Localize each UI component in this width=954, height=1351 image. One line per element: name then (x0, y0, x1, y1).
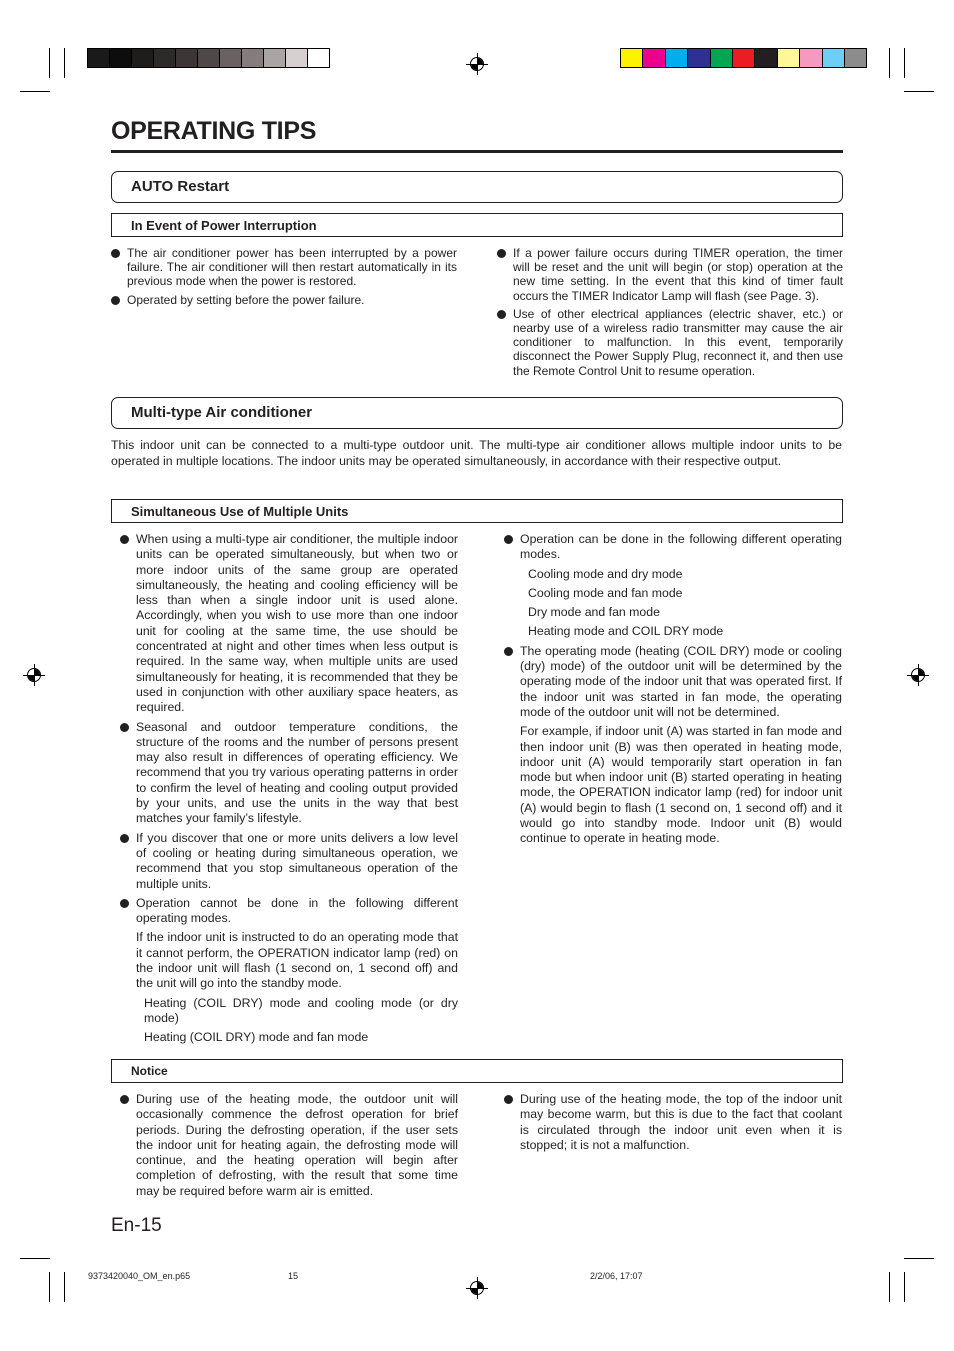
bullet-icon (497, 249, 506, 258)
section-heading-auto-restart: AUTO Restart (111, 171, 843, 203)
title-rule (111, 150, 843, 153)
list-item: The operating mode (heating (COIL DRY) mode or cooling (dry) mode) of the outdoor unit will be determined by the operating mode of the indoor unit that was operated first. If the indoor unit was started in fan mode, the operating mode of the outdoor unit will not be determined. (504, 644, 842, 720)
color-swatch (710, 48, 733, 68)
page-number: En-15 (111, 1215, 162, 1236)
color-swatch (241, 48, 264, 68)
color-swatch (197, 48, 220, 68)
color-swatch (844, 48, 867, 68)
list-item-paragraph: If the indoor unit is instructed to do an operating mode that it cannot perform, the OPERATION indicator lamp (red) on the indoor unit will flash (1 second on, 1 second off) and the unit will go into the standby mode. (136, 930, 458, 991)
bullet-icon (120, 1095, 129, 1104)
color-swatch (109, 48, 132, 68)
auto-restart-right-column (497, 246, 843, 382)
registration-mark-icon (907, 664, 929, 686)
color-swatch (87, 48, 110, 68)
list-item: Use of other electrical appliances (electric shaver, etc.) or nearby use of a wireless radio transmitter may cause the air conditioner to malfunction. In this event, temporarily disconnect the Power Supply Plug, reconnect it, and then use the Remote Control Unit to resume operation. (497, 307, 843, 378)
color-swatch (219, 48, 242, 68)
bullet-icon (497, 310, 506, 319)
crop-mark (64, 1272, 65, 1302)
list-item: Operation cannot be done in the following different operating modes. (120, 896, 458, 927)
crop-mark (889, 1272, 890, 1302)
color-swatch (131, 48, 154, 68)
color-swatch (777, 48, 800, 68)
crop-mark (49, 48, 50, 78)
mode-item: Heating (COIL DRY) mode and fan mode (144, 1030, 369, 1045)
color-swatch (754, 48, 777, 68)
bullet-icon (111, 296, 120, 305)
notice-right-column (504, 1092, 842, 1157)
mode-item: Heating (COIL DRY) mode and cooling mode (or dry mode) (144, 995, 458, 1025)
footer-page: 15 (288, 1271, 299, 1281)
list-item: During use of the heating mode, the outdoor unit will occasionally commence the defrost operation for brief periods. During the defrosting operation, if the user sets the indoor unit for heating again, the defrosting mode will continue, and the heating operation will begin after completion of defrosting, with the result that some time may be required before warm air is emitted. (120, 1092, 458, 1199)
crop-mark (20, 91, 50, 92)
section-heading-multi-type: Multi-type Air conditioner (111, 397, 843, 429)
auto-restart-left-column (111, 246, 457, 311)
color-swatch (263, 48, 286, 68)
bullet-icon (504, 647, 513, 656)
list-item: If a power failure occurs during TIMER operation, the timer will be reset and the unit will begin (or stop) operation at the new time setting. In the event that this kind of timer fault occurs the TIMER Indicator Lamp will flash (see Page. 3). (497, 246, 843, 303)
mode-item: Heating mode and COIL DRY mode (528, 624, 724, 639)
list-item: Seasonal and outdoor temperature conditions, the structure of the rooms and the number of persons present may also result in differences of operating efficiency. We recommend that you try various operating patterns in order to confirm the level of heating and cooling output provided by your units, and use the units in the way that best matches your family’s lifestyle. (120, 720, 458, 827)
list-item: The air conditioner power has been interrupted by a power failure. The air conditioner will then restart automatically in its previous mode when the power is restored. (111, 246, 457, 289)
color-swatch (642, 48, 665, 68)
notice-left-column (120, 1092, 458, 1203)
list-item: When using a multi-type air conditioner, the multiple indoor units can be operated simultaneously, but when two or more indoor units of the same group are operated simultaneously, the heating and cooling efficiency will be less than when a single indoor unit is used alone. Accordingly, when you wish to use more than one indoor unit for cooling at the same time, the use should be concentrated at night and other times when less output is required. In the same way, when multiple units are used simultaneously for heating, it is recommended that they be used in conjunction with other auxiliary space heaters, as required. (120, 532, 458, 716)
crop-mark (49, 1272, 50, 1302)
list-item: During use of the heating mode, the top of the indoor unit may become warm, but this is due to the fact that coolant is circulated through the indoor unit even when it is stopped; it is not a malfunction. (504, 1092, 842, 1153)
crop-mark (64, 48, 65, 78)
footer-filename: 9373420040_OM_en.p65 (88, 1271, 191, 1281)
mode-item: Cooling mode and dry mode (528, 566, 683, 581)
bullet-icon (120, 535, 129, 544)
color-swatch (799, 48, 822, 68)
mode-item: Dry mode and fan mode (528, 605, 660, 620)
subsection-power-interruption: In Event of Power Interruption (111, 213, 843, 237)
multi-type-intro: This indoor unit can be connected to a multi-type outdoor unit. The multi-type air conditioner allows multiple indoor units to be operated in multiple locations. The indoor units may be operated simultaneously, in accordance with their respective output. (111, 438, 842, 468)
subsection-simultaneous-use: Simultaneous Use of Multiple Units (111, 499, 843, 523)
mode-item: Cooling mode and fan mode (528, 585, 683, 600)
multi-left-column (120, 532, 458, 1050)
crop-mark (904, 91, 934, 92)
list-item: If you discover that one or more units delivers a low level of cooling or heating during simultaneous operation, we recommend that you stop simultaneous operation of the multiple units. (120, 831, 458, 892)
crop-mark (889, 48, 890, 78)
subsection-notice: Notice (111, 1059, 843, 1083)
bullet-icon (120, 899, 129, 908)
crop-mark (904, 48, 905, 78)
registration-mark-icon (466, 1277, 488, 1299)
list-item-paragraph: For example, if indoor unit (A) was started in fan mode and then indoor unit (B) was then operated in heating mode, indoor unit (A) would temporarily start operation in fan mode but when indoor unit (B) started operating in heating mode, the OPERATION indicator lamp (red) for indoor unit (A) would begin to flash (1 second on, 1 second off) and it would go into standby mode. Indoor unit (B) would continue to operate in heating mode. (520, 724, 842, 846)
bullet-icon (120, 723, 129, 732)
bullet-icon (120, 834, 129, 843)
footer-date: 2/2/06, 17:07 (590, 1271, 643, 1281)
page-title: OPERATING TIPS (111, 117, 317, 145)
registration-mark-icon (23, 664, 45, 686)
color-swatch (620, 48, 643, 68)
crop-mark (904, 1272, 905, 1302)
registration-mark-icon (466, 53, 488, 75)
multi-right-column (504, 532, 842, 851)
bullet-icon (504, 535, 513, 544)
list-item: Operated by setting before the power failure. (111, 293, 457, 307)
crop-mark (904, 1258, 934, 1259)
color-swatch (665, 48, 688, 68)
color-swatch (175, 48, 198, 68)
bullet-icon (504, 1095, 513, 1104)
crop-mark (20, 1258, 50, 1259)
list-item: Operation can be done in the following different operating modes. (504, 532, 842, 563)
bullet-icon (111, 249, 120, 258)
color-swatch (732, 48, 755, 68)
color-swatch (822, 48, 845, 68)
color-swatch (153, 48, 176, 68)
color-swatch (687, 48, 710, 68)
color-swatch (285, 48, 308, 68)
color-swatch (307, 48, 330, 68)
